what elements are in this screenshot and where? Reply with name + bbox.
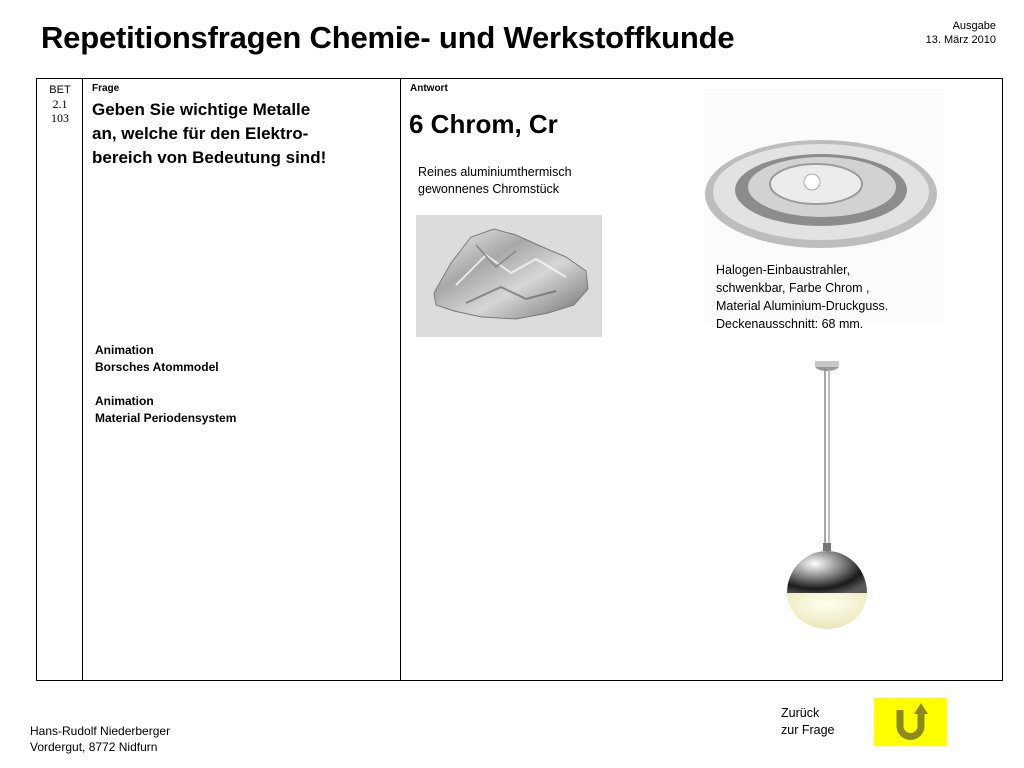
question-text (92, 98, 362, 170)
answer-header: Antwort (410, 83, 448, 94)
pendant-lamp-photo (777, 355, 873, 635)
animation-link-periodic-table[interactable] (95, 393, 236, 427)
page-title: Repetitionsfragen Chemie- und Werkstoffkunde (41, 20, 735, 55)
back-link-line: zur Frage (781, 723, 835, 737)
question-line: an, welche für den Elektro- (92, 124, 309, 143)
animation-links (95, 342, 236, 427)
column-divider (82, 79, 83, 680)
caption-line: gewonnenes Chromstück (418, 182, 560, 196)
author-info (30, 723, 170, 755)
link-title: Material Periodensystem (95, 411, 237, 425)
chrome-piece-caption (418, 164, 572, 198)
spotlight-caption (716, 261, 888, 333)
bet-label: BET (49, 84, 71, 96)
back-to-question-link[interactable] (781, 705, 835, 739)
bet-number: 103 (51, 111, 69, 125)
column-divider (400, 79, 401, 680)
author-address: Vordergut, 8772 Nidfurn (30, 740, 158, 754)
u-turn-arrow-icon (874, 698, 947, 746)
back-to-question-button[interactable] (874, 698, 947, 746)
caption-line: Halogen-Einbaustrahler, (716, 263, 851, 277)
link-title: Borsches Atommodel (95, 360, 219, 374)
link-label: Animation (95, 394, 154, 408)
chrome-piece-photo (416, 215, 602, 337)
answer-title: 6 Chrom, Cr (409, 109, 558, 139)
author-name: Hans-Rudolf Niederberger (30, 724, 171, 738)
question-line: bereich von Bedeutung sind! (92, 148, 327, 167)
caption-line: schwenkbar, Farbe Chrom , (716, 281, 870, 295)
animation-link-atom-model[interactable] (95, 342, 236, 376)
edition-label: Ausgabe (952, 20, 996, 32)
edition-info (926, 19, 996, 47)
question-header: Frage (92, 83, 120, 94)
edition-date: 13. März 2010 (925, 34, 996, 46)
caption-line: Material Aluminium-Druckguss. (716, 299, 889, 313)
caption-line: Reines aluminiumthermisch (418, 165, 572, 179)
back-link-line: Zurück (781, 706, 820, 720)
question-answer-table (36, 78, 1003, 681)
bet-number: 2.1 (52, 97, 68, 111)
bet-cell (37, 83, 83, 125)
caption-line: Deckenausschnitt: 68 mm. (716, 317, 864, 331)
question-line: Geben Sie wichtige Metalle (92, 100, 311, 119)
link-label: Animation (95, 343, 154, 357)
